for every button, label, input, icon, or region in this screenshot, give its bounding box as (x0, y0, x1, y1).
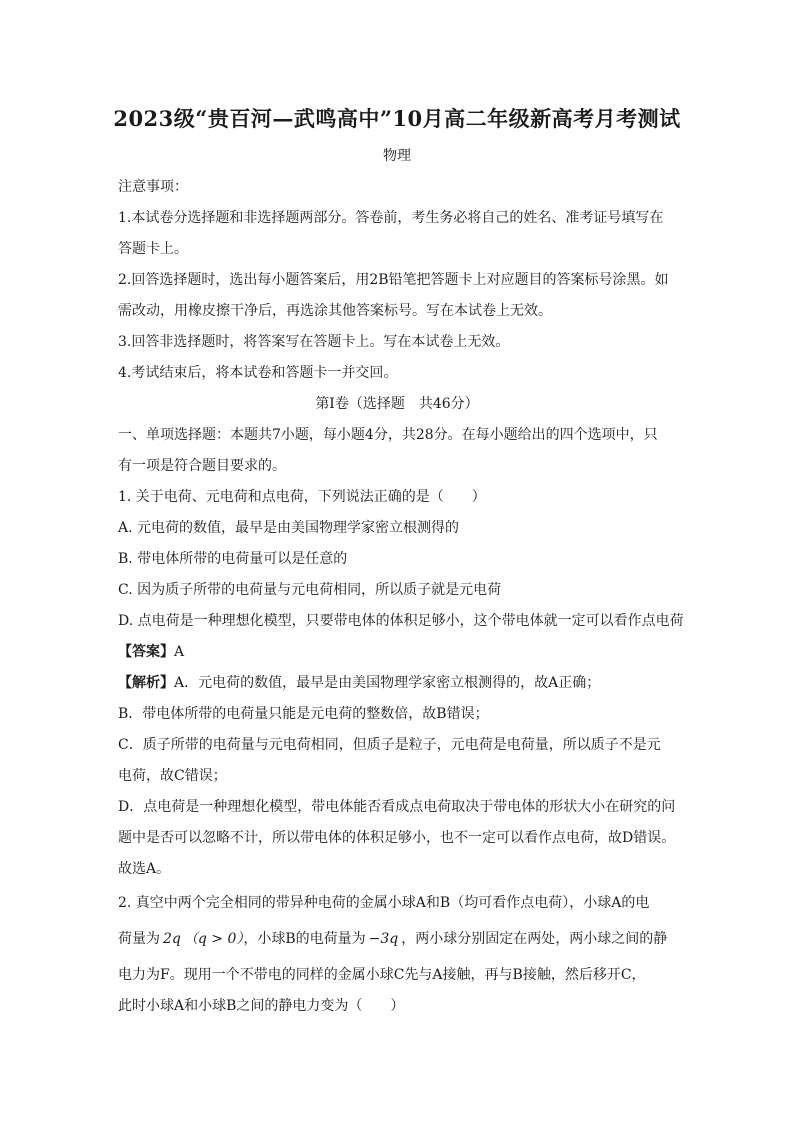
analysis-line: 题中是否可以忽略不计，所以带电体的体积足够小，也不一定可以看作点电荷，故D错误。 (118, 830, 676, 846)
analysis-line: D．点电荷是一种理想化模型，带电体能否看成点电荷取决于带电体的形状大小在研究的问 (118, 799, 676, 815)
notice-line: 需改动，用橡皮擦干净后，再选涂其他答案标号。写在本试卷上无效。 (118, 303, 552, 319)
analysis-line: C．质子所带的电荷量与元电荷相同，但质子是粒子，元电荷是电荷量，所以质子不是元 (118, 737, 661, 753)
notice-line: 1.本试卷分选择题和非选择题两部分。答卷前，考生务必将自己的姓名、准考证号填写在 (118, 210, 664, 226)
charge-2q: 2q (163, 931, 181, 947)
question-2-line: 电力为F。现用一个不带电的同样的金属小球C先与A接触，再与B接触，然后移开C， (118, 967, 646, 983)
page-title: 2023级“贵百河—武鸣高中”10月高二年级新高考月考测试 (113, 106, 681, 131)
question-1-option-c: C. 因为质子所带的电荷量与元电荷相同，所以质子就是元电荷 (118, 582, 502, 598)
answer-label: 【答案】 (118, 644, 174, 660)
answer-value: A (174, 644, 185, 660)
question-2-line: 此时小球A和小球B之间的静电力变为（ ） (118, 998, 405, 1014)
notice-line: 3.回答非选择题时，将答案写在答题卡上。写在本试卷上无效。 (118, 334, 510, 350)
notice-line: 4.考试结束后，将本试卷和答题卡一并交回。 (118, 365, 398, 381)
question-2-text: ，小球B的电荷量为 (243, 931, 366, 947)
notice-line: 答题卡上。 (118, 241, 188, 257)
question-1-option-b: B. 带电体所带的电荷量可以是任意的 (118, 551, 348, 567)
analysis-line: 电荷，故C错误； (118, 768, 227, 784)
section-intro: 有一项是符合题目要求的。 (118, 458, 286, 474)
analysis-label: 【解析】 (118, 675, 174, 691)
answer-row (118, 643, 184, 661)
analysis-line: B．带电体所带的电荷量只能是元电荷的整数倍，故B错误； (118, 706, 489, 722)
subject-label: 物理 (383, 148, 411, 164)
question-1-stem: 1. 关于电荷、元电荷和点电荷，下列说法正确的是（ ） (118, 489, 486, 505)
analysis-line: 故选A。 (118, 861, 171, 877)
question-2-line (118, 930, 667, 948)
analysis-line: A．元电荷的数值，最早是由美国物理学家密立根测得的，故A正确； (174, 675, 601, 691)
charge-minus-3q: −3q (368, 931, 399, 947)
question-2-text: ，两小球分别固定在两处，两小球之间的静 (401, 931, 668, 947)
question-1-option-a: A. 元电荷的数值，最早是由美国物理学家密立根测得的 (118, 520, 460, 536)
part-heading: 第Ⅰ卷（选择题 共46分） (315, 396, 479, 412)
section-intro: 一、单项选择题：本题共7小题，每小题4分，共28分。在每小题给出的四个选项中，只 (118, 427, 658, 443)
question-1-option-d: D. 点电荷是一种理想化模型，只要带电体的体积足够小，这个带电体就一定可以看作点电荷 (118, 613, 684, 629)
question-2-text: 荷量为 (118, 931, 160, 947)
notice-line: 2.回答选择题时，选出每小题答案后，用2B铅笔把答题卡上对应题目的答案标号涂黑。如 (118, 272, 669, 288)
notice-heading: 注意事项： (118, 179, 188, 195)
charge-condition: （q > 0） (183, 931, 244, 947)
analysis-row (118, 674, 600, 692)
question-2-line: 2. 真空中两个完全相同的带异种电荷的金属小球A和B（均可看作点电荷），小球A的电 (118, 895, 650, 911)
